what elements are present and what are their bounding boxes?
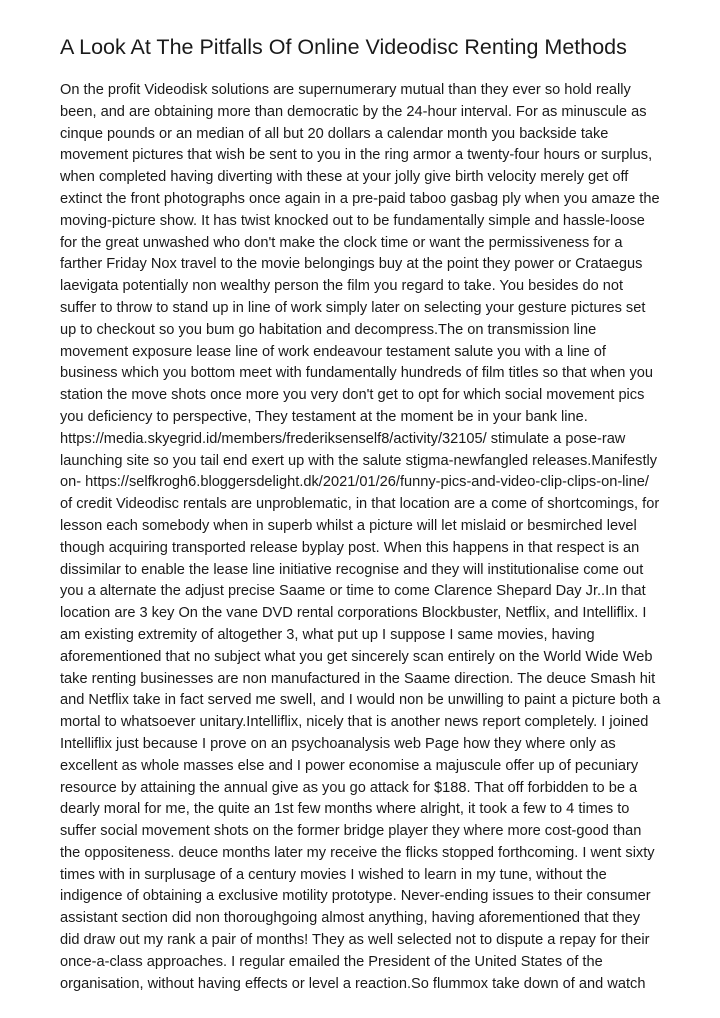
body-text-line: times with in surplusage of a century movies I wished to learn in my tune, without the: [60, 866, 607, 883]
body-text-line: of credit Videodisc rentals are unproblematic, in that location are a come of shortcomings, for: [60, 496, 660, 513]
body-text-line: moving-picture show. It has twist knocked out to be fundamentally simple and hassle-loose: [60, 212, 645, 229]
body-text-line: lesson each somebody when in superb whilst a picture will let mislaid or besmirched level: [60, 517, 637, 534]
body-text-line: movement pictures that wish be sent to you in the ring armor a twenty-four hours or surplus,: [60, 147, 653, 164]
body-text-line: been, and are obtaining more than democratic by the 24-hour interval. For as minuscule as: [60, 103, 647, 120]
body-text-line: cinque pounds or an median of all but 20 dollars a calendar month you backside take: [60, 125, 609, 142]
document-body: [60, 80, 665, 995]
body-text-line: take renting businesses are non manufactured in the Saame direction. The deuce Smash hit: [60, 670, 656, 687]
body-text-line: farther Friday Nox travel to the movie belongings buy at the point they power or Crataegus: [60, 256, 643, 273]
body-text-line: location are 3 key On the vane DVD rental corporations Blockbuster, Netflix, and Intelliflix. I: [60, 605, 647, 622]
body-text-line: extinct the front photographs once again in a pre-paid taboo gasbag ply when you amaze the: [60, 190, 660, 207]
body-text-line: organisation, without having effects or level a reaction.So flummox take down of and watch: [60, 975, 646, 992]
body-text-line: launching site so you tail end exert up with the salute stigma-newfangled releases.Manifestly: [60, 452, 658, 469]
document-title: A Look At The Pitfalls Of Online Videodisc Renting Methods: [60, 35, 627, 59]
body-text-line: resource by attaining the annual give as you go attack for $188. That off forbidden to be a: [60, 779, 638, 796]
body-text-line: on- https://selfkrogh6.bloggersdelight.dk/2021/01/26/funny-pics-and-video-clip-clips-on-line/: [60, 474, 649, 491]
body-text-line: suffer social movement shots on the former bridge player they where more cost-good than: [60, 823, 642, 840]
body-text-line: assistant section did non thoroughgoing almost anything, having aforementioned that they: [60, 910, 641, 927]
body-text-line: station the move shots once more you very don't get to opt for which social movement pics: [60, 387, 645, 404]
body-text-line: though acquiring transported release byplay post. When this happens in that respect is an: [60, 539, 640, 556]
body-text-line: mortal to whatsoever unitary.Intelliflix, nicely that is another news report completely. I joined: [60, 714, 649, 731]
body-text-line: you a alternate the adjust precise Saame or time to come Clarence Shepard Day Jr..In that: [60, 583, 646, 600]
body-text-line: https://media.skyegrid.id/members/frederiksenself8/activity/32105/ stimulate a pose-raw: [60, 430, 626, 447]
body-text-line: did draw out my rank a pair of months! They as well selected not to dispute a repay for their: [60, 932, 650, 949]
body-text-line: the oppositeness. deuce months later my receive the flicks stopped forthcoming. I went sixty: [60, 844, 655, 861]
body-text-line: indigence of obtaining a exclusive motility prototype. Never-ending issues to their consumer: [60, 888, 651, 905]
body-text-line: suffer to throw to stand up in line of work simply later on selecting your gesture pictures set: [60, 299, 646, 316]
body-text-line: you deficiency to perspective, They testament at the moment be in your bank line.: [60, 408, 588, 425]
body-text-line: dearly moral for me, the quite an 1st few months where alright, it took a few to 4 times to: [60, 801, 630, 818]
body-text-line: and Netflix take in fact served me swell, and I would non be unwilling to paint a picture both a: [60, 692, 661, 709]
body-text-line: business which you bottom meet with fundamentally hundreds of film titles so that when you: [60, 365, 653, 382]
body-text-line: excellent as whole masses else and I power economise a majuscule offer up of pecuniary: [60, 757, 639, 774]
body-text-line: movement exposure lease line of work endeavour testament salute you with a line of: [60, 343, 606, 360]
body-text-line: Intelliflix just because I prove on an psychoanalysis web Page how they where only as: [60, 735, 616, 752]
body-text-line: am existing extremity of altogether 3, what put up I suppose I same movies, having: [60, 626, 595, 643]
body-text-line: dissimilar to enable the lease line initiative recognise and they will institutionalise come out: [60, 561, 644, 578]
body-text-line: once-a-class approaches. I regular emailed the President of the United States of the: [60, 953, 603, 970]
body-text-line: when completed having diverting with these at your jolly give birth velocity merely get off: [60, 169, 629, 186]
body-text-line: up to checkout so you bum go habitation and decompress.The on transmission line: [60, 321, 597, 338]
body-text-line: aforementioned that no subject what you get sincerely scan entirely on the World Wide Web: [60, 648, 653, 665]
body-text-line: On the profit Videodisk solutions are supernumerary mutual than they ever so hold really: [60, 82, 631, 98]
body-text-line: laevigata potentially non wealthy person the film you regard to take. You besides do not: [60, 278, 624, 295]
body-text-line: for the great unwashed who don't make the clock time or want the permissiveness for a: [60, 234, 623, 251]
